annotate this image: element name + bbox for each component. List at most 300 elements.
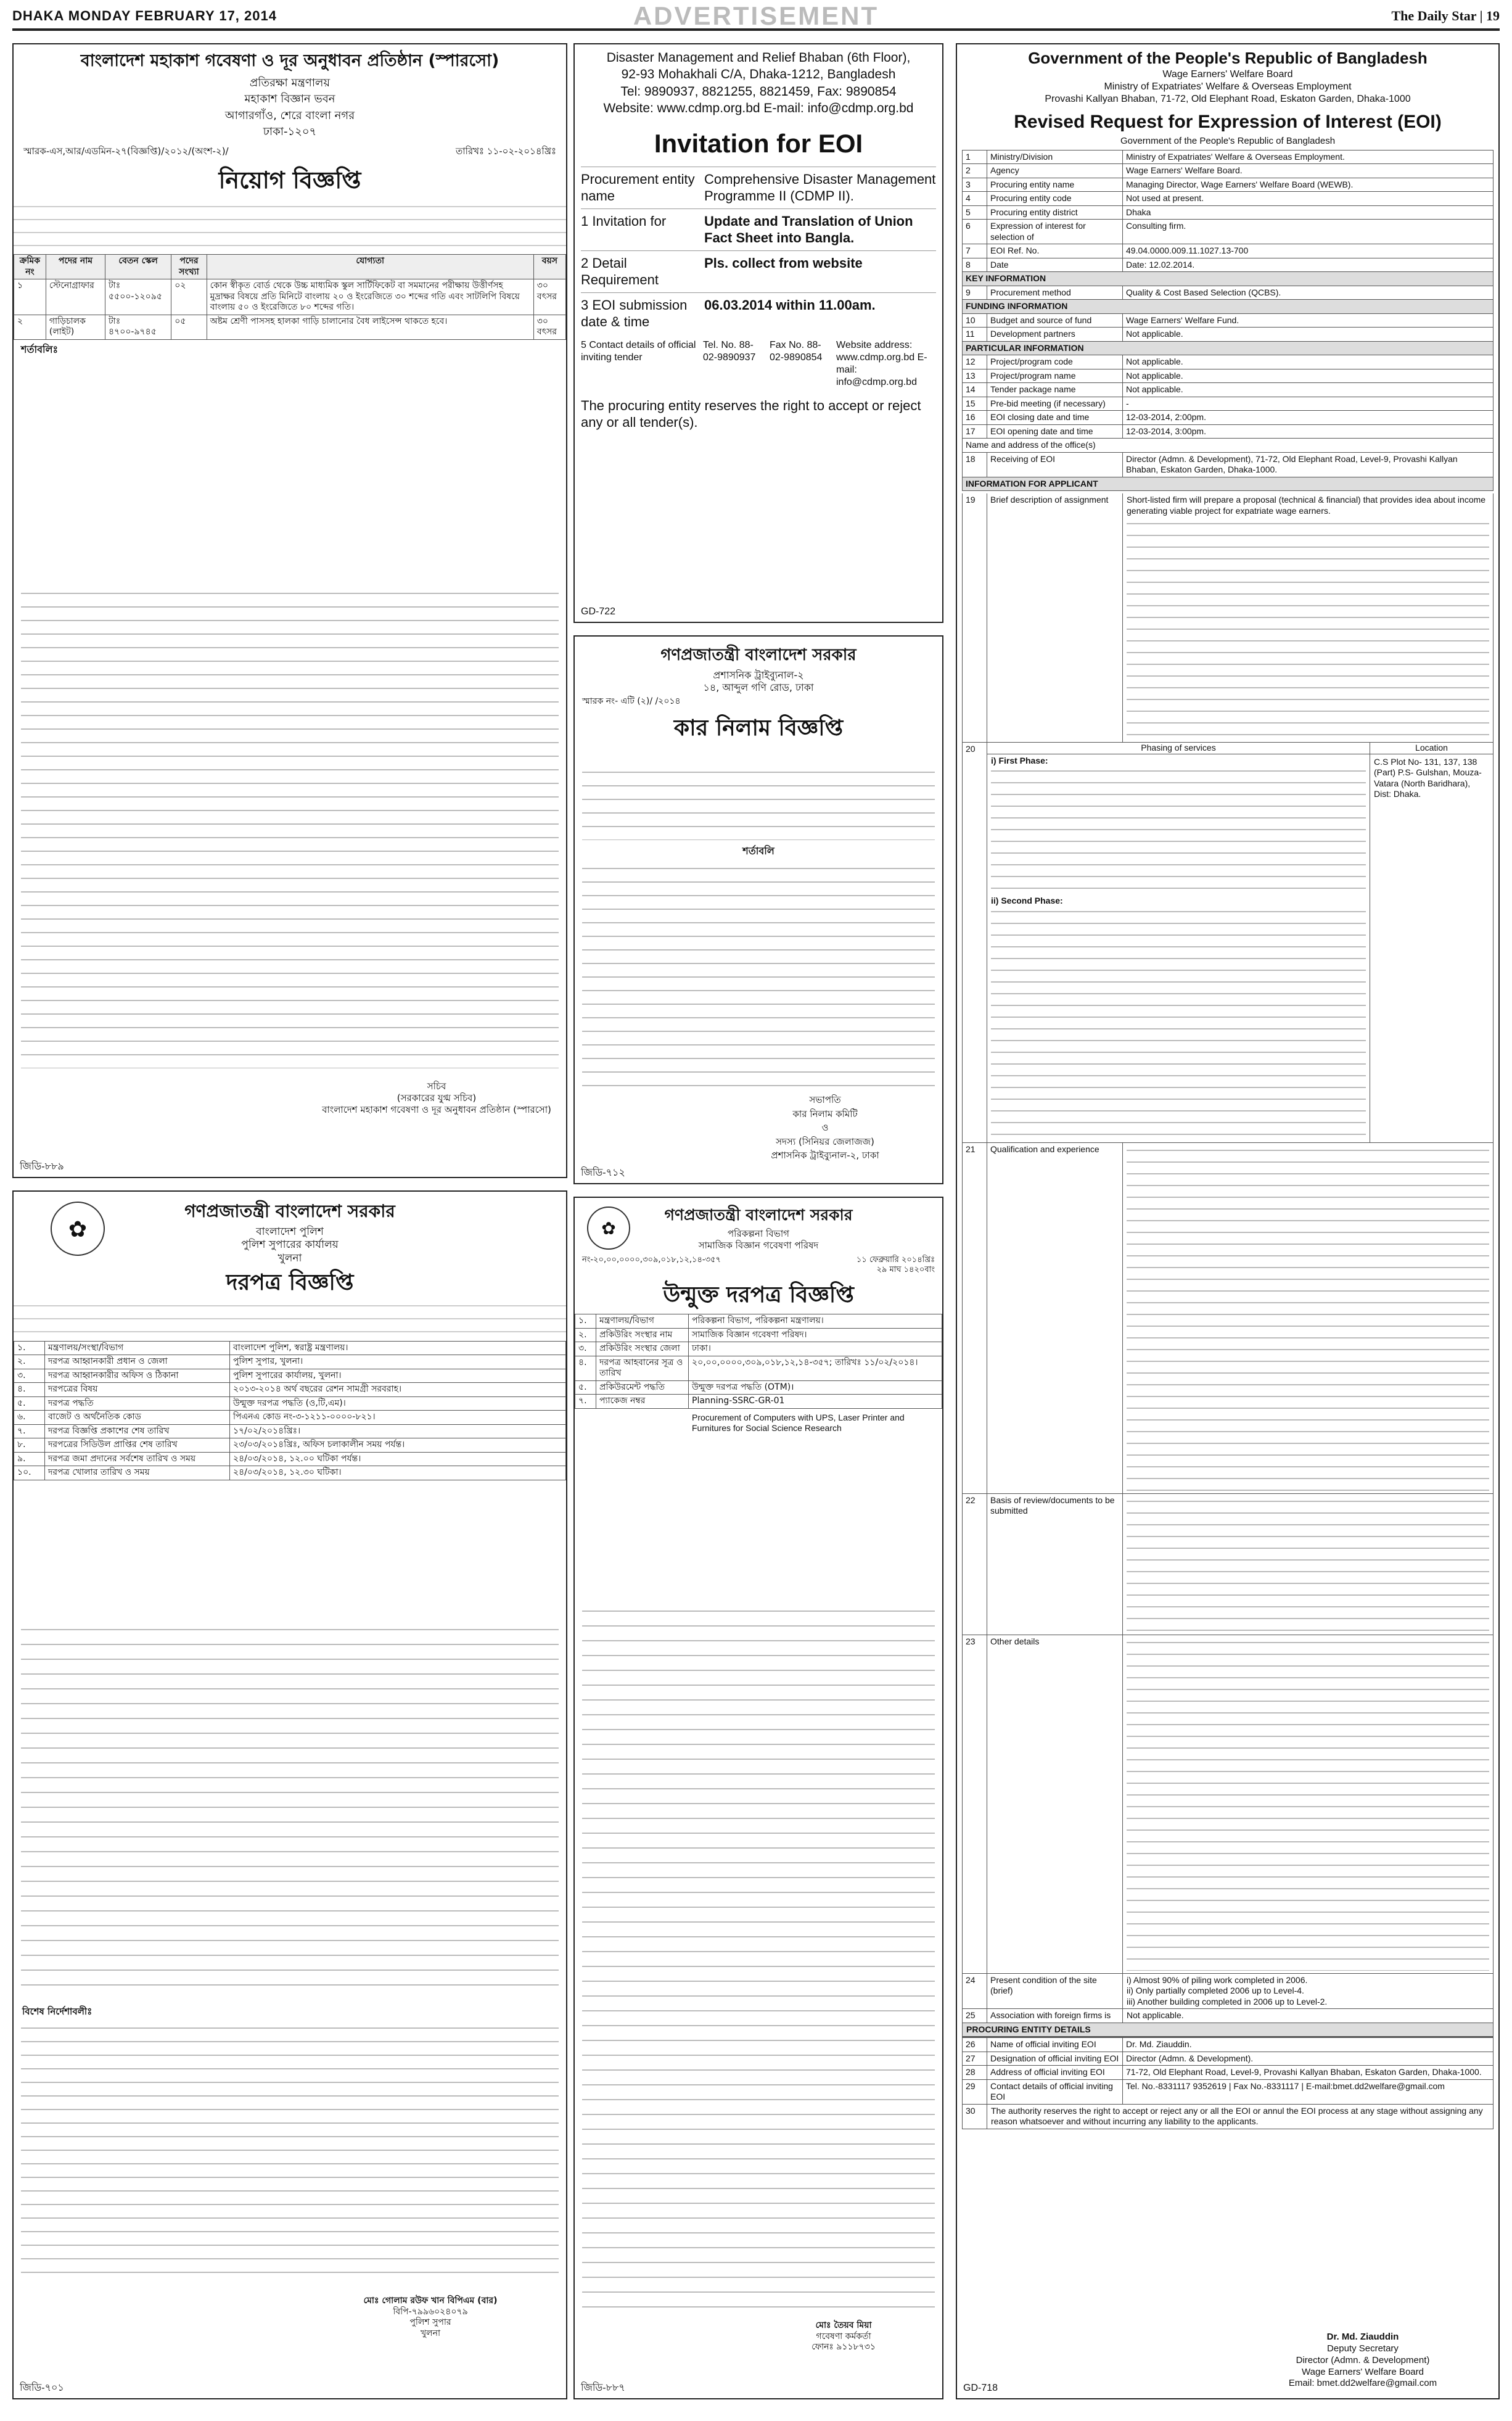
table-cell: ১ <box>14 279 46 315</box>
table-cell: Date: 12.02.2014. <box>1123 258 1494 272</box>
table-cell: 11 <box>963 328 987 342</box>
wewb-sig-board: Wage Earners' Welfare Board <box>1302 2366 1424 2377</box>
table-cell: Procuring entity code <box>987 192 1123 206</box>
wewb-board: Wage Earners' Welfare Board <box>1162 68 1293 80</box>
table-cell: Date <box>987 258 1123 272</box>
sparrso-building: মহাকাশ বিজ্ঞান ভবন <box>244 93 335 106</box>
table-cell: ৭. <box>575 1395 596 1409</box>
auction-sign2: কার নিলাম কমিটি <box>792 1108 858 1120</box>
police-sub3: খুলনা <box>277 1252 302 1264</box>
sparrso-city: ঢাকা-১২০৭ <box>263 125 317 139</box>
cdmp-tel: Tel. No. 88-02-9890937 <box>703 339 756 363</box>
cdmp-code: GD-722 <box>581 606 616 617</box>
table-header: বয়স <box>533 255 565 279</box>
table-cell: EOI opening date and time <box>987 424 1123 439</box>
auction-title: গণপ্রজাতন্ত্রী বাংলাদেশ সরকার <box>660 646 857 664</box>
government-emblem-icon: ✿ <box>587 1206 630 1250</box>
detail-label: 1 Invitation for <box>581 213 667 229</box>
table-cell: ৫. <box>14 1396 45 1411</box>
table-row <box>963 2066 1494 2080</box>
sparrso-memo: স্মারক-এস,আর/এডমিন-২৭(বিজ্ঞপ্তি)/২০১২/(অংশ-২)/ <box>23 145 229 157</box>
table-cell: - <box>1123 397 1494 411</box>
table-cell: Director (Admn. & Development), 71-72, Old Elephant Road, Level-9, Provashi Kallyan Bhaban, Eskaton Garden, Dhaka-1000. <box>1123 452 1494 477</box>
table-row <box>14 1411 566 1425</box>
section-header: PARTICULAR INFORMATION <box>963 341 1494 355</box>
table-cell: Planning-SSRC-GR-01 <box>689 1395 942 1409</box>
table-cell: 28 <box>963 2066 987 2080</box>
auction-conditions-label: শর্তাবলি <box>742 845 774 857</box>
table-cell: 1 <box>963 150 987 164</box>
table-cell: কোন স্বীকৃত বোর্ড থেকে উচ্চ মাধ্যমিক স্কুল সার্টিফিকেট বা সমমানের পরীক্ষায় উত্তীর্ণসহ মুদ্রাক্ষর বিষয়ে প্রতি মিনিটে বাংলায় ২০ ও ইংরেজিতে ৩০ শব্দের গতি এবং সাটলিপি বিষয়ে বাংলায় ৫০ ও ইংরেজিতে ৮০ শব্দের গতি। <box>207 279 533 315</box>
table-row <box>963 164 1494 178</box>
table-row <box>14 1383 566 1397</box>
table-cell: ০৫ <box>171 315 207 339</box>
auction-memo: স্মারক নং- এটি (২)/ /২০১৪ <box>582 696 681 706</box>
detail-row <box>581 292 936 334</box>
section-header: INFORMATION FOR APPLICANT <box>963 477 1494 491</box>
section-header: KEY INFORMATION <box>963 272 1494 286</box>
table-cell: দরপত্র আহ্বানকারীর অফিস ও ঠিকানা <box>45 1369 230 1383</box>
wewb-table <box>962 150 1494 492</box>
auction-sub2: ১৪, আব্দুল গণি রোড, ঢাকা <box>703 681 814 693</box>
table-cell: বাংলাদেশ পুলিশ, স্বরাষ্ট্র মন্ত্রণালয়। <box>230 1341 566 1355</box>
table-cell: টাঃ ৪৭০০-৯৭৪৫ <box>105 315 171 339</box>
table-cell: প্যাকেজ নম্বর <box>596 1395 689 1409</box>
masthead <box>12 1 1500 31</box>
wewb-eoi-ad: Government of the People's Republic of Bangladesh Wage Earners' Welfare Board Ministry of Expatriates' Welfare & Overseas Employment Provashi Kallyan Bhaban, 71-72, Old Elephant Road, Eskaton Garden, Dhaka-1000 Revised Request for Expression of Interest (EOI) Government of the People's Republic of Bangladesh 1 Ministry/Division Ministry of Expatriates' Welfare & Overseas Employment. 2 Agency Wage Earners' Welfare Board. 3 Procuring entity name Managing Director, Wage Earners' Welfare Board (WEWB). 4 Procuring entity code Not used at present. 5 Procuring entity district Dhaka 6 Expression of interest for selection of Consulting firm. 7 EOI Ref. No. 49.04.0000.009.11.1027.13-700 8 Date Date: 12.02.2014. KEY INFORMATION 9 Procurement method Quality & Cost Based Selection (QCBS). FUNDING INFORMATION 10 Budget and source of fund Wage Earners' Welfare Fund. 11 Development partners Not applicable. PARTICULAR INFORMATION 12 Project/program code Not applicable. 13 Project/program name Not applicable. 14 Tender package name Not applicable. 15 Pre-bid meeting (if necessary) - 16 EOI closing date and time 12-03-2014, 2:00pm. 17 EOI opening date and time 12-03-2014, 3:00pm. Name and address of the office(s) 18 Receiving of EOI Director (Admn. & Development), 71-72, Old Elephant Road, Level-9, Provashi Kallyan Bhaban, Eskaton Garden, Dhaka-1000. INFORMATION FOR APPLICANT 19 Brief description of assignment Short-listed firm will prepare a proposal (technical & financial) that provides idea about income generating viable project for expatriate wage earners. 20 Phasing of services Location i) First Phase: ii) Second Phase: C.S Plot No- 131, 137, 138 (Part) P.S- Gulshan, Mouza-Vatara (North Baridhara), Dist: Dhaka. 21 Qualification and experience 22 Basis of review/documents to be submitted 23 Other details 24 Present condition of the site (brief) i) Almost 90% of piling work completed in 2006. ii) Only partially completed 2006 up to Level-4. iii) Another building completed in 2006 up to Level-2. 25 Association with foreign firms is Not applicable. PROCURING ENTITY DETAILS 26 Name of official inviting EOI Dr. Md. Ziauddin. 27 Designation of official inviting EOI Director (Admn. & Development). 28 Address of official inviting EOI 71-72, Old Elephant Road, Level-9, Provashi Kallyan Bhaban, Eskaton Garden, Dhaka-1000. 29 Contact details of official inviting EOI Tel. No.-8331117 9352619 | Fax No.-8331117 | E-mail:bmet.dd2welfare@gmail.com 30 The authority reserves the right to accept or reject any or all the EOI or annul the EOI process at any stage without assigning any reason whatsoever and without incurring any liability to the applicants. Dr. Md. Ziauddin Deputy Secretary Director (Admn. & Development) Wage Earners' Welfare Board Email: bmet.dd2welfare@gmail.com GD-718 <box>956 43 1500 2399</box>
cdmp-website: Website address: www.cdmp.org.bd E-mail: info@cdmp.org.bd <box>836 339 927 387</box>
wewb-gov: Government of the People's Republic of Bangladesh <box>1028 49 1428 67</box>
wewb-row21-label: Qualification and experience <box>987 1143 1123 1493</box>
table-cell: প্রকিউরমেন্ট পদ্ধতি <box>596 1380 689 1395</box>
table-cell: Expression of interest for selection of <box>987 220 1123 244</box>
wewb-sig-title: Deputy Secretary <box>1327 2343 1399 2354</box>
wewb-sig-name: Dr. Md. Ziauddin <box>1326 2332 1399 2343</box>
police-instructions-text <box>21 2022 559 2281</box>
sparrso-address: আগারগাঁও, শেরে বাংলা নগর <box>224 109 355 122</box>
wewb-heading: Revised Request for Expression of Interest (EOI) <box>1014 111 1442 132</box>
table-cell: গাড়িচালক (লাইট) <box>46 315 105 339</box>
sparrso-ad <box>12 43 567 1178</box>
table-row <box>963 286 1494 300</box>
detail-row <box>581 167 936 208</box>
auction-sign3: ও <box>821 1122 829 1133</box>
wewb-top: Government of the People's Republic of Bangladesh <box>1120 136 1336 146</box>
wewb-row21-text <box>1127 1145 1489 1491</box>
table-cell: Procurement method <box>987 286 1123 300</box>
table-cell: 2 <box>963 164 987 178</box>
table-cell: Address of official inviting EOI <box>987 2066 1123 2080</box>
detail-row <box>581 250 936 292</box>
table-row <box>963 2079 1494 2104</box>
table-cell: ৪. <box>575 1356 596 1380</box>
auction-sub1: প্রশাসনিক ট্রাইব্যুনাল-২ <box>713 669 804 681</box>
cdmp-address1: Disaster Management and Relief Bhaban (6th Floor), <box>606 51 911 65</box>
table-header: বেতন স্কেল <box>105 255 171 279</box>
social-ad <box>573 1197 943 2399</box>
sparrso-title: বাংলাদেশ মহাকাশ গবেষণা ও দূর অনুধাবন প্রতিষ্ঠান (স্পারসো) <box>80 51 499 70</box>
table-cell: 71-72, Old Elephant Road, Level-9, Provashi Kallyan Bhaban, Eskaton Garden, Dhaka-1000. <box>1123 2066 1494 2080</box>
table-cell: ৩. <box>14 1369 45 1383</box>
table-row <box>963 258 1494 272</box>
wewb-row19-value: Short-listed firm will prepare a proposal (technical & financial) that provides idea about income generating viable project for expatriate wage earners. <box>1127 495 1486 516</box>
table-cell: 14 <box>963 383 987 397</box>
table-cell: Name of official inviting EOI <box>987 2038 1123 2052</box>
paper-name: The Daily Star | 19 <box>1391 8 1500 24</box>
table-cell: ৩. <box>575 1342 596 1356</box>
cdmp-eoi-ad <box>573 43 943 623</box>
table-row <box>963 328 1494 342</box>
table-row <box>963 424 1494 439</box>
wewb-row24-b: ii) Only partially completed 2006 up to Level-4. <box>1127 1986 1304 1996</box>
table-row <box>14 1341 566 1355</box>
auction-ad <box>573 635 943 1184</box>
cdmp-fax: Fax No. 88-02-9890854 <box>770 339 823 363</box>
wewb-row24-c: iii) Another building completed in 2006 up to Level-2. <box>1127 1996 1328 2007</box>
auction-sign5: প্রশাসনিক ট্রাইব্যুনাল-২, ঢাকা <box>771 1150 879 1161</box>
detail-label: Procurement entity name <box>581 171 695 204</box>
table-cell: ২৪/০৩/২০১৪, ১২.৩০ ঘটিকা। <box>230 1466 566 1480</box>
social-signatory: মোঃ তৈয়ব মিয়া <box>815 2320 872 2330</box>
social-signatory-phone: ফোনঃ ৯১১৮৭৩১ <box>811 2342 876 2352</box>
table-cell: Receiving of EOI <box>987 452 1123 477</box>
table-cell: Agency <box>987 164 1123 178</box>
table-cell: উন্মুক্ত দরপত্র পদ্ধতি (ও,টি,এম)। <box>230 1396 566 1411</box>
table-cell: পরিকল্পনা বিভাগ, পরিকল্পনা মন্ত্রণালয়। <box>689 1314 942 1329</box>
sparrso-table <box>14 254 566 340</box>
table-cell: 12-03-2014, 3:00pm. <box>1123 424 1494 439</box>
table-cell: 13 <box>963 369 987 383</box>
wewb-code: GD-718 <box>963 2383 998 2393</box>
cdmp-footer: The procuring entity reserves the right to accept or reject any or all tender(s). <box>581 397 921 431</box>
wewb-address: Provashi Kallyan Bhaban, 71-72, Old Elephant Road, Eskaton Garden, Dhaka-1000 <box>1045 93 1411 104</box>
sparrso-code: জিডি-৮৮৯ <box>20 1161 64 1172</box>
auction-intro-text <box>582 766 935 840</box>
social-table <box>575 1314 942 1409</box>
wewb-procuring-details: PROCURING ENTITY DETAILS <box>963 2023 1493 2037</box>
table-row <box>963 383 1494 397</box>
table-row <box>575 1395 942 1409</box>
table-row <box>575 1314 942 1329</box>
table-cell: 27 <box>963 2052 987 2066</box>
social-signatory-title: গবেষণা কর্মকর্তা <box>816 2331 871 2341</box>
cdmp-heading: Invitation for EOI <box>654 129 863 159</box>
police-signatory: মোঃ গোলাম রউফ খান বিপিএম (বার) <box>363 2296 498 2306</box>
social-sub1: পরিকল্পনা বিভাগ <box>728 1228 789 1240</box>
table-cell: 6 <box>963 220 987 244</box>
table-row <box>14 1424 566 1438</box>
detail-label: 2 Detail Requirement <box>581 255 659 288</box>
wewb-row30: The authority reserves the right to accept or reject any or all the EOI or annul the EOI process at any stage without assigning any reason whatsoever and without incurring any liability to the applicants. <box>991 2105 1483 2127</box>
sparrso-ministry: প্রতিরক্ষা মন্ত্রণালয় <box>249 76 331 89</box>
table-row <box>575 1356 942 1380</box>
table-cell: Tel. No.-8331117 9352619 | Fax No.-8331117 | E-mail:bmet.dd2welfare@gmail.com <box>1123 2079 1494 2104</box>
wewb-row20-label: Phasing of services <box>1141 743 1216 753</box>
police-signatory-place: খুলনা <box>420 2328 441 2338</box>
table-cell: ২০,০০,০০০০,৩০৯,০১৮,১২,১৪-৩৫৭; তারিখঃ ১১/০২/২০১৪। <box>689 1356 942 1380</box>
wewb-ministry: Ministry of Expatriates' Welfare & Overseas Employment <box>1104 81 1352 92</box>
table-cell: Designation of official inviting EOI <box>987 2052 1123 2066</box>
table-cell: Development partners <box>987 328 1123 342</box>
sparrso-signatory: সচিব <box>427 1081 446 1092</box>
table-cell: EOI Ref. No. <box>987 244 1123 258</box>
table-row <box>963 150 1494 164</box>
table-cell: 3 <box>963 178 987 192</box>
wewb-table-bottom <box>962 2037 1494 2105</box>
table-cell: 4 <box>963 192 987 206</box>
table-cell: দরপত্র জমা প্রদানের সর্বশেষ তারিখ ও সময় <box>45 1452 230 1466</box>
table-cell: Wage Earners' Welfare Board. <box>1123 164 1494 178</box>
table-row <box>963 178 1494 192</box>
social-title: গণপ্রজাতন্ত্রী বাংলাদেশ সরকার <box>664 1206 853 1224</box>
table-cell: Procuring entity name <box>987 178 1123 192</box>
wewb-phase2: ii) Second Phase: <box>991 896 1063 906</box>
table-cell: ৮. <box>14 1438 45 1453</box>
table-cell: ৬. <box>14 1411 45 1425</box>
wewb-phase2-text <box>991 907 1366 1141</box>
table-cell: Director (Admn. & Development). <box>1123 2052 1494 2066</box>
table-row <box>963 369 1494 383</box>
table-cell: 26 <box>963 2038 987 2052</box>
sparrso-signatory-org: বাংলাদেশ মহাকাশ গবেষণা ও দূর অনুধাবন প্রতিষ্ঠান (স্পারসো) <box>322 1103 551 1115</box>
detail-value: 06.03.2014 within 11.00am. <box>704 297 876 313</box>
table-row <box>963 244 1494 258</box>
table-row <box>14 279 566 315</box>
table-cell: ২০১৩-২০১৪ অর্থ বছরের রেশন সামগ্রী সরবরাহ। <box>230 1383 566 1397</box>
table-cell: দরপত্র পদ্ধতি <box>45 1396 230 1411</box>
table-cell: বাজেট ও অর্থনৈতিক কোড <box>45 1411 230 1425</box>
cdmp-contact-label: 5 Contact details of official inviting tender <box>581 339 696 363</box>
table-cell: EOI closing date and time <box>987 411 1123 425</box>
table-cell: সামাজিক বিজ্ঞান গবেষণা পরিষদ। <box>689 1328 942 1342</box>
table-cell: ২. <box>575 1328 596 1342</box>
table-cell: পুলিশ সুপার, খুলনা। <box>230 1355 566 1369</box>
table-cell: ১৭/০২/২০১৪খ্রিঃ। <box>230 1424 566 1438</box>
table-row <box>963 220 1494 244</box>
table-cell: স্টেনোগ্রাফার <box>46 279 105 315</box>
police-extra-rows <box>21 1623 559 1994</box>
wewb-row23-text <box>1127 1638 1489 1971</box>
table-cell: প্রকিউরিং সংস্থার জেলা <box>596 1342 689 1356</box>
social-sub2: সামাজিক বিজ্ঞান গবেষণা পরিষদ <box>698 1240 819 1251</box>
wewb-row22-text <box>1127 1496 1489 1632</box>
table-cell: দরপত্রের সিডিউল প্রাপ্তির শেষ তারিখ <box>45 1438 230 1453</box>
wewb-row22-label: Basis of review/documents to be submitted <box>987 1494 1123 1635</box>
table-cell: মন্ত্রণালয়/বিভাগ <box>596 1314 689 1329</box>
table-header: পদের নাম <box>46 255 105 279</box>
table-cell: Contact details of official inviting EOI <box>987 2079 1123 2104</box>
table-cell: Dhaka <box>1123 205 1494 220</box>
table-row <box>14 1396 566 1411</box>
table-cell: 12-03-2014, 2:00pm. <box>1123 411 1494 425</box>
table-cell: 5 <box>963 205 987 220</box>
table-cell: ৪. <box>14 1383 45 1397</box>
table-cell: Consulting firm. <box>1123 220 1494 244</box>
table-cell: Not applicable. <box>1123 369 1494 383</box>
wewb-phase1: i) First Phase: <box>991 755 1048 765</box>
sparrso-date: তারিখঃ ১১-০২-২০১৪খ্রিঃ <box>456 145 556 157</box>
table-cell: প্রকিউরিং সংস্থার নাম <box>596 1328 689 1342</box>
table-cell: পুলিশ সুপারের কার্যালয়, খুলনা। <box>230 1369 566 1383</box>
table-cell: Managing Director, Wage Earners' Welfare Board (WEWB). <box>1123 178 1494 192</box>
sparrso-heading: নিয়োগ বিজ্ঞপ্তি <box>218 166 361 194</box>
section-title: ADVERTISEMENT <box>633 1 879 30</box>
wewb-sig-dept: Director (Admn. & Development) <box>1296 2354 1430 2365</box>
table-row <box>963 192 1494 206</box>
auction-code: জিডি-৭১২ <box>581 1168 625 1178</box>
sparrso-conditions-text <box>21 587 559 1068</box>
table-row <box>14 1466 566 1480</box>
table-cell: Budget and source of fund <box>987 313 1123 328</box>
table-row <box>14 315 566 339</box>
wewb-row19-bullets <box>1127 519 1489 741</box>
police-signatory-id: বিপি-৭৯৯৬০২৪০৭৯ <box>393 2306 468 2317</box>
auction-sign4: সদস্য (সিনিয়র জেলাজজ) <box>776 1136 874 1147</box>
social-lots: Procurement of Computers with UPS, Laser Printer and Furnitures for Social Science Research <box>692 1412 905 1433</box>
table-row <box>14 1438 566 1453</box>
sparrso-signatory-note: (সরকারের যুগ্ম সচিব) <box>396 1092 477 1103</box>
table-header: পদের সংখ্যা <box>171 255 207 279</box>
table-cell: ৯. <box>14 1452 45 1466</box>
table-cell: 12 <box>963 355 987 369</box>
social-date1: ১১ ফেব্রুয়ারি ২০১৪খ্রিঃ <box>856 1255 935 1264</box>
table-cell: 7 <box>963 244 987 258</box>
sparrso-intro <box>14 201 566 250</box>
wewb-row25-value: Not applicable. <box>1127 2010 1184 2021</box>
detail-row <box>581 208 936 250</box>
social-memo: নং-২০,০০,০০০০,৩০৯,০১৮,১২,১৪-৩৫৭ <box>582 1255 721 1264</box>
wewb-row19-label: Brief description of assignment <box>987 493 1123 742</box>
social-code: জিডি-৮৮৭ <box>581 2383 625 2393</box>
police-sub2: পুলিশ সুপারের কার্যালয় <box>241 1239 339 1252</box>
government-emblem-icon: ✿ <box>51 1202 105 1256</box>
issue-date: DHAKA MONDAY FEBRUARY 17, 2014 <box>12 8 277 24</box>
table-cell: Not used at present. <box>1123 192 1494 206</box>
table-cell: দরপত্র খোলার তারিখ ও সময় <box>45 1466 230 1480</box>
table-cell: ঢাকা। <box>689 1342 942 1356</box>
wewb-row25-label: Association with foreign firms is <box>987 2009 1123 2023</box>
table-cell: পিএনএ কোড নং-৩-১২১১-০০০০-৮২১। <box>230 1411 566 1425</box>
table-cell: ৩০ বৎসর <box>533 315 565 339</box>
table-cell: Ministry of Expatriates' Welfare & Overseas Employment. <box>1123 150 1494 164</box>
table-row <box>14 1452 566 1466</box>
table-cell: Quality & Cost Based Selection (QCBS). <box>1123 286 1494 300</box>
table-cell: 17 <box>963 424 987 439</box>
table-row <box>963 397 1494 411</box>
auction-conditions-text <box>582 862 935 1091</box>
cdmp-phone: Tel: 9890937, 8821255, 8821459, Fax: 9890854 <box>620 84 897 99</box>
cdmp-details <box>575 167 942 334</box>
wewb-phase1-text <box>991 766 1366 896</box>
table-cell: Ministry/Division <box>987 150 1123 164</box>
table-cell: Not applicable. <box>1123 328 1494 342</box>
table-header: যোগ্যতা <box>207 255 533 279</box>
table-cell: ১. <box>14 1341 45 1355</box>
wewb-row24-label: Present condition of the site (brief) <box>987 1974 1123 2009</box>
table-row <box>963 205 1494 220</box>
police-signatory-title: পুলিশ সুপার <box>409 2317 451 2327</box>
table-cell: 15 <box>963 397 987 411</box>
table-row <box>963 452 1494 477</box>
table-cell: ২৪/০৩/২০১৪, ১২.০০ ঘটিকা পর্যন্ত। <box>230 1452 566 1466</box>
table-cell: দরপত্রের বিষয় <box>45 1383 230 1397</box>
table-cell: মন্ত্রণালয়/সংস্থা/বিভাগ <box>45 1341 230 1355</box>
table-header: ক্রমিক নং <box>14 255 46 279</box>
table-cell: Project/program name <box>987 369 1123 383</box>
table-cell: ১০. <box>14 1466 45 1480</box>
table-cell: ৫. <box>575 1380 596 1395</box>
social-date2: ২৯ মাঘ ১৪২০বাং <box>876 1265 935 1274</box>
table-cell: ২৩/০৩/২০১৪খ্রিঃ, অফিস চলাকালীন সময় পর্যন্ত। <box>230 1438 566 1453</box>
table-cell: Procuring entity district <box>987 205 1123 220</box>
wewb-row20-location-label: Location <box>1370 743 1493 754</box>
table-cell: Not applicable. <box>1123 355 1494 369</box>
police-intro <box>14 1300 566 1341</box>
table-cell: 49.04.0000.009.11.1027.13-700 <box>1123 244 1494 258</box>
table-cell: টাঃ ৫৫০০-১২০৯৫ <box>105 279 171 315</box>
police-instructions-label: বিশেষ নির্দেশাবলীঃ <box>22 2006 92 2017</box>
table-cell: Pre-bid meeting (if necessary) <box>987 397 1123 411</box>
auction-sign1: সভাপতি <box>809 1094 841 1105</box>
detail-value: Update and Translation of Union Fact Sheet into Bangla. <box>704 213 913 246</box>
table-cell: ১. <box>575 1314 596 1329</box>
cdmp-address2: 92-93 Mohakhali C/A, Dhaka-1212, Bangladesh <box>621 67 896 82</box>
section-header: FUNDING INFORMATION <box>963 300 1494 314</box>
table-cell: 9 <box>963 286 987 300</box>
wewb-location: C.S Plot No- 131, 137, 138 (Part) P.S- Gulshan, Mouza-Vatara (North Baridhara), Dist: Dhaka. <box>1370 754 1493 1142</box>
table-row <box>963 355 1494 369</box>
table-cell: ৩০ বৎসর <box>533 279 565 315</box>
table-cell: ২. <box>14 1355 45 1369</box>
cdmp-web: Website: www.cdmp.org.bd E-mail: info@cdmp.org.bd <box>603 101 914 115</box>
table-cell: Tender package name <box>987 383 1123 397</box>
table-cell: 8 <box>963 258 987 272</box>
table-row <box>575 1342 942 1356</box>
police-heading: দরপত্র বিজ্ঞপ্তি <box>226 1269 354 1295</box>
table-cell: দরপত্র আহ্বানকারী প্রধান ও জেলা <box>45 1355 230 1369</box>
table-cell: উন্মুক্ত দরপত্র পদ্ধতি (OTM)। <box>689 1380 942 1395</box>
table-row <box>963 2038 1494 2052</box>
office-note: Name and address of the office(s) <box>963 439 1494 453</box>
table-cell: ২ <box>14 315 46 339</box>
table-cell: 16 <box>963 411 987 425</box>
table-cell: দরপত্র বিজ্ঞপ্তি প্রকাশের শেষ তারিখ <box>45 1424 230 1438</box>
police-ad <box>12 1190 567 2399</box>
table-cell: 29 <box>963 2079 987 2104</box>
table-row <box>963 313 1494 328</box>
table-row <box>575 1328 942 1342</box>
auction-heading: কার নিলাম বিজ্ঞপ্তি <box>673 716 844 741</box>
detail-value: Comprehensive Disaster Management Programme II (CDMP II). <box>704 171 936 204</box>
table-row <box>575 1380 942 1395</box>
police-code: জিডি-৭০১ <box>20 2383 64 2393</box>
sparrso-conditions-label: শর্তাবলিঃ <box>21 343 59 355</box>
police-table <box>14 1341 566 1480</box>
table-cell: 10 <box>963 313 987 328</box>
table-cell: দরপত্র আহবানের সূত্র ও তারিখ <box>596 1356 689 1380</box>
police-title: গণপ্রজাতন্ত্রী বাংলাদেশ সরকার <box>184 1201 395 1221</box>
wewb-row24-a: i) Almost 90% of piling work completed in 2006. <box>1127 1974 1308 1985</box>
table-cell: ০২ <box>171 279 207 315</box>
table-cell: Dr. Md. Ziauddin. <box>1123 2038 1494 2052</box>
table-cell: 18 <box>963 452 987 477</box>
detail-value: Pls. collect from website <box>704 255 863 271</box>
wewb-row23-label: Other details <box>987 1635 1123 1973</box>
police-sub1: বাংলাদেশ পুলিশ <box>256 1226 324 1238</box>
table-cell: অষ্টম শ্রেণী পাসসহ হালকা গাড়ি চালানোর বৈধ লাইসেন্স থাকতে হবে। <box>207 315 533 339</box>
table-cell: Wage Earners' Welfare Fund. <box>1123 313 1494 328</box>
detail-label: 3 EOI submission date & time <box>581 297 688 330</box>
